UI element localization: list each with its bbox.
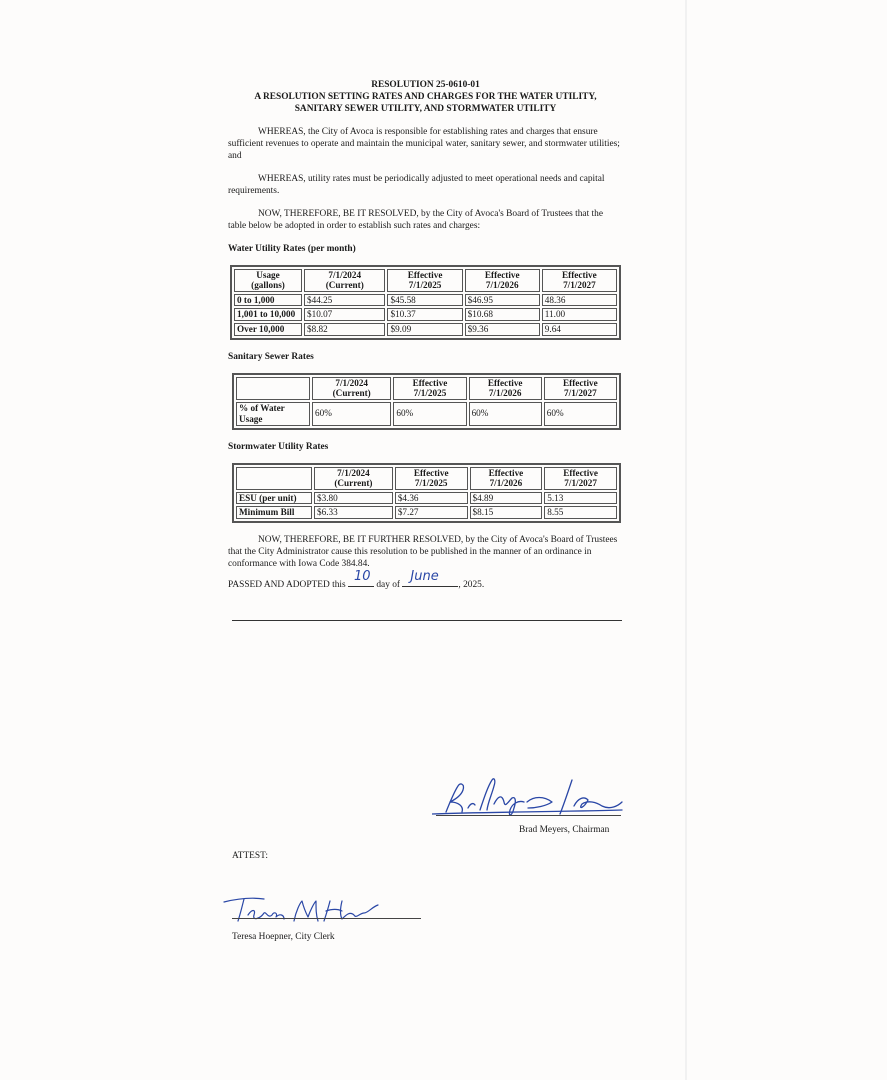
stormwater-rates-table: [232, 463, 621, 523]
adoption-day: 10: [354, 569, 371, 585]
row-label: Over 10,000: [234, 323, 302, 336]
column-header: Effective 7/1/2027: [542, 269, 617, 292]
row-label: 1,001 to 10,000: [234, 308, 302, 321]
table-cell: 60%: [469, 402, 542, 426]
chairman-name: Brad Meyers, Chairman: [519, 825, 610, 835]
water-section-title: Water Utility Rates (per month): [228, 243, 356, 254]
table-cell: $8.15: [470, 506, 543, 519]
table-cell: $10.68: [465, 308, 540, 321]
resolution-document: [228, 80, 623, 592]
divider-line: [232, 620, 622, 621]
chairman-signature-line: [436, 815, 621, 816]
adoption-suffix: , 2025.: [458, 579, 485, 590]
table-row: [236, 492, 617, 505]
adoption-month-blank: [402, 569, 458, 587]
column-header: Effective 7/1/2026: [470, 467, 543, 490]
table-cell: $4.36: [395, 492, 468, 505]
table-cell: 9.64: [542, 323, 617, 336]
sewer-rates-table: [232, 373, 621, 430]
resolution-title-line-2: SANITARY SEWER UTILITY, AND STORMWATER UTILITY: [294, 103, 557, 114]
column-header-empty: [236, 467, 312, 490]
clerk-signature-line: [232, 918, 421, 919]
row-label: ESU (per unit): [236, 492, 312, 505]
row-label: % of Water Usage: [236, 402, 310, 426]
table-row: [236, 506, 617, 519]
table-row: [236, 402, 617, 426]
table-header-row: [234, 269, 617, 292]
column-header: 7/1/2024 (Current): [314, 467, 393, 490]
table-cell: $4.89: [470, 492, 543, 505]
table-header-row: [236, 377, 617, 400]
table-cell: $7.27: [395, 506, 468, 519]
resolution-title-line-1: A RESOLUTION SETTING RATES AND CHARGES FOR THE WATER UTILITY,: [254, 91, 597, 102]
column-header: Effective 7/1/2025: [393, 377, 466, 400]
table-cell: $10.07: [304, 308, 385, 321]
table-cell: 48.36: [542, 294, 617, 307]
table-header-row: [236, 467, 617, 490]
column-header: 7/1/2024 (Current): [304, 269, 385, 292]
column-header: Effective 7/1/2027: [544, 467, 617, 490]
column-header: Effective 7/1/2027: [544, 377, 617, 400]
table-row: [234, 294, 617, 307]
table-cell: 60%: [544, 402, 617, 426]
table-row: [234, 308, 617, 321]
whereas-paragraph-1: WHEREAS, the City of Avoca is responsible for establishing rates and charges that ensure sufficient revenues to operate and maintain the municipal water, sanitary sewer, and stormwater utilities; and: [228, 127, 620, 162]
chairman-signature: [432, 772, 627, 820]
column-header: 7/1/2024 (Current): [312, 377, 391, 400]
table-cell: $10.37: [387, 308, 462, 321]
water-rates-table: [230, 265, 621, 340]
column-header: Effective 7/1/2026: [469, 377, 542, 400]
table-cell: $8.82: [304, 323, 385, 336]
row-label: Minimum Bill: [236, 506, 312, 519]
table-cell: 11.00: [542, 308, 617, 321]
table-cell: $6.33: [314, 506, 393, 519]
table-row: [234, 323, 617, 336]
row-label: 0 to 1,000: [234, 294, 302, 307]
column-header: Effective 7/1/2026: [465, 269, 540, 292]
clerk-name: Teresa Hoepner, City Clerk: [232, 932, 335, 942]
resolution-number: RESOLUTION 25-0610-01: [371, 80, 480, 90]
column-header: Usage (gallons): [234, 269, 302, 292]
table-cell: $44.25: [304, 294, 385, 307]
column-header: Effective 7/1/2025: [395, 467, 468, 490]
resolved-paragraph: NOW, THEREFORE, BE IT RESOLVED, by the City of Avoca's Board of Trustees that the table below be adopted in order to establish such rates and charges:: [228, 208, 603, 231]
adoption-day-blank: [348, 569, 374, 587]
whereas-paragraph-2: WHEREAS, utility rates must be periodically adjusted to meet operational needs and capital requirements.: [228, 174, 605, 196]
table-cell: 60%: [312, 402, 391, 426]
table-cell: 60%: [393, 402, 466, 426]
table-cell: $45.58: [387, 294, 462, 307]
scan-edge: [685, 0, 687, 1080]
table-cell: 8.55: [544, 506, 617, 519]
table-cell: 5.13: [544, 492, 617, 505]
stormwater-section-title: Stormwater Utility Rates: [228, 441, 329, 452]
column-header-empty: [236, 377, 310, 400]
column-header: Effective 7/1/2025: [387, 269, 462, 292]
adoption-line: [228, 569, 623, 592]
table-cell: $9.36: [465, 323, 540, 336]
adoption-month: June: [410, 569, 439, 585]
table-cell: $9.09: [387, 323, 462, 336]
adoption-prefix: PASSED AND ADOPTED this: [228, 579, 346, 590]
table-cell: $3.80: [314, 492, 393, 505]
adoption-mid: day of: [376, 579, 401, 590]
resolution-heading: [228, 80, 623, 115]
further-resolved-paragraph: NOW, THEREFORE, BE IT FURTHER RESOLVED, by the City of Avoca's Board of Trustees that the City Administrator cause this resolution to be published in the manner of an ordinance in conformance with Iowa Code 384.84.: [228, 534, 618, 569]
table-cell: $46.95: [465, 294, 540, 307]
sewer-section-title: Sanitary Sewer Rates: [228, 351, 314, 362]
clerk-signature: [222, 893, 387, 925]
attest-label: ATTEST:: [232, 851, 268, 861]
